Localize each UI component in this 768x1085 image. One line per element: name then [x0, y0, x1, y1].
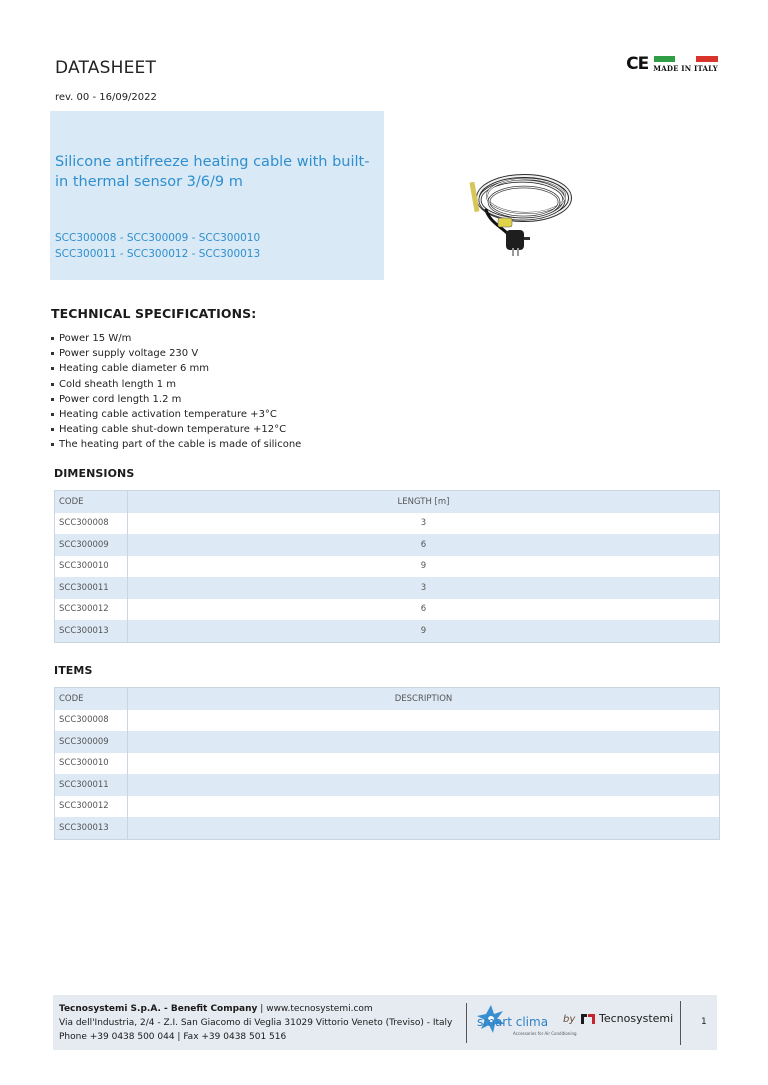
code-cell: SCC300011: [55, 774, 128, 796]
product-title: Silicone antifreeze heating cable with built-in thermal sensor 3/6/9 m: [55, 154, 370, 190]
spec-item: Power cord length 1.2 m: [51, 392, 301, 407]
spec-item: Heating cable diameter 6 mm: [51, 361, 301, 376]
tecnosystemi-mark-icon: [581, 1013, 595, 1025]
company-line: [59, 1004, 373, 1014]
code-cell: SCC300012: [55, 599, 128, 621]
length-cell: 3: [420, 518, 427, 529]
code-cell: SCC300013: [55, 817, 128, 839]
length-cell: 9: [420, 561, 427, 572]
separator: |: [260, 1004, 267, 1014]
product-codes-line-1: SCC300008 - SCC300009 - SCC300010: [55, 232, 261, 244]
table-row: [55, 710, 720, 732]
length-cell: 3: [420, 582, 427, 593]
specification-list: [51, 331, 301, 453]
spec-item: Power 15 W/m: [51, 331, 301, 346]
column-header-length: LENGTH [m]: [397, 496, 450, 507]
revision-date: rev. 00 - 16/09/2022: [55, 92, 157, 103]
description-cell: [128, 753, 720, 775]
dimensions-table: [54, 490, 720, 643]
tecnosystemi-wordmark: Tecnosystemi: [599, 1012, 674, 1025]
spec-item: Heating cable activation temperature +3°C: [51, 407, 301, 422]
table-header-row: [55, 491, 720, 513]
page-number: 1: [701, 1017, 707, 1027]
length-cell: 6: [420, 604, 427, 615]
column-header-code: CODE: [55, 491, 128, 513]
page-footer: [53, 995, 717, 1050]
description-cell: [128, 774, 720, 796]
code-cell: SCC300011: [55, 577, 128, 599]
document-title: DATASHEET: [55, 58, 157, 78]
product-codes: [55, 231, 260, 262]
made-in-italy-label: MADE IN ITALY: [653, 64, 718, 73]
by-label: by: [563, 1014, 576, 1025]
certification-marks: [626, 54, 718, 76]
spec-item: Power supply voltage 230 V: [51, 346, 301, 361]
table-row: [55, 817, 720, 839]
code-cell: SCC300010: [55, 753, 128, 775]
table-row: [55, 577, 720, 599]
table-row: [55, 774, 720, 796]
description-cell: [128, 731, 720, 753]
description-cell: [128, 817, 720, 839]
column-header-description: DESCRIPTION: [394, 693, 453, 704]
made-in-italy-badge: [653, 54, 718, 73]
items-heading: ITEMS: [54, 664, 93, 677]
svg-text:Accessories for Air Conditioni: [513, 1031, 577, 1036]
italian-flag-icon: [654, 56, 718, 62]
table-row: [55, 513, 720, 535]
company-address: Via dell'Industria, 2/4 - Z.I. San Giacomo di Veglia 31029 Vittorio Veneto (Treviso) - Italy: [59, 1018, 453, 1028]
description-cell: [128, 710, 720, 732]
code-cell: SCC300009: [55, 731, 128, 753]
spec-item: Cold sheath length 1 m: [51, 377, 301, 392]
code-cell: SCC300010: [55, 556, 128, 578]
description-cell: [128, 796, 720, 818]
company-name: Tecnosystemi S.p.A. - Benefit Company: [59, 1004, 258, 1014]
table-row: [55, 796, 720, 818]
table-row: [55, 599, 720, 621]
spec-item: The heating part of the cable is made of silicone: [51, 437, 301, 452]
dimensions-heading: DIMENSIONS: [54, 467, 135, 480]
length-cell: 9: [420, 625, 427, 636]
product-image: [464, 160, 576, 270]
code-cell: SCC300008: [55, 513, 128, 535]
smart-clima-text: smart clima: [477, 1015, 549, 1029]
spec-item: Heating cable shut-down temperature +12°C: [51, 422, 301, 437]
table-row: [55, 556, 720, 578]
footer-divider: [466, 1003, 467, 1043]
code-cell: SCC300009: [55, 534, 128, 556]
table-header-row: [55, 688, 720, 710]
smart-clima-tagline: Accessories for Air Conditioning: [513, 1031, 577, 1036]
company-contacts: Phone +39 0438 500 044 | Fax +39 0438 501 516: [59, 1032, 287, 1042]
table-row: [55, 753, 720, 775]
website-link[interactable]: www.tecnosystemi.com: [266, 1004, 373, 1014]
code-cell: SCC300013: [55, 620, 128, 642]
code-cell: SCC300012: [55, 796, 128, 818]
technical-specifications-heading: TECHNICAL SPECIFICATIONS:: [51, 306, 257, 321]
items-table: [54, 687, 720, 840]
length-cell: 6: [420, 539, 427, 550]
column-header-code: CODE: [55, 688, 128, 710]
code-cell: SCC300008: [55, 710, 128, 732]
table-row: [55, 534, 720, 556]
table-row: [55, 620, 720, 642]
ce-mark-logo: CE: [626, 54, 649, 74]
tecnosystemi-logo: [581, 1012, 673, 1025]
product-summary-box: [50, 111, 384, 280]
product-codes-line-2: SCC300011 - SCC300012 - SCC300013: [55, 247, 261, 260]
table-row: [55, 731, 720, 753]
footer-divider: [680, 1001, 681, 1045]
